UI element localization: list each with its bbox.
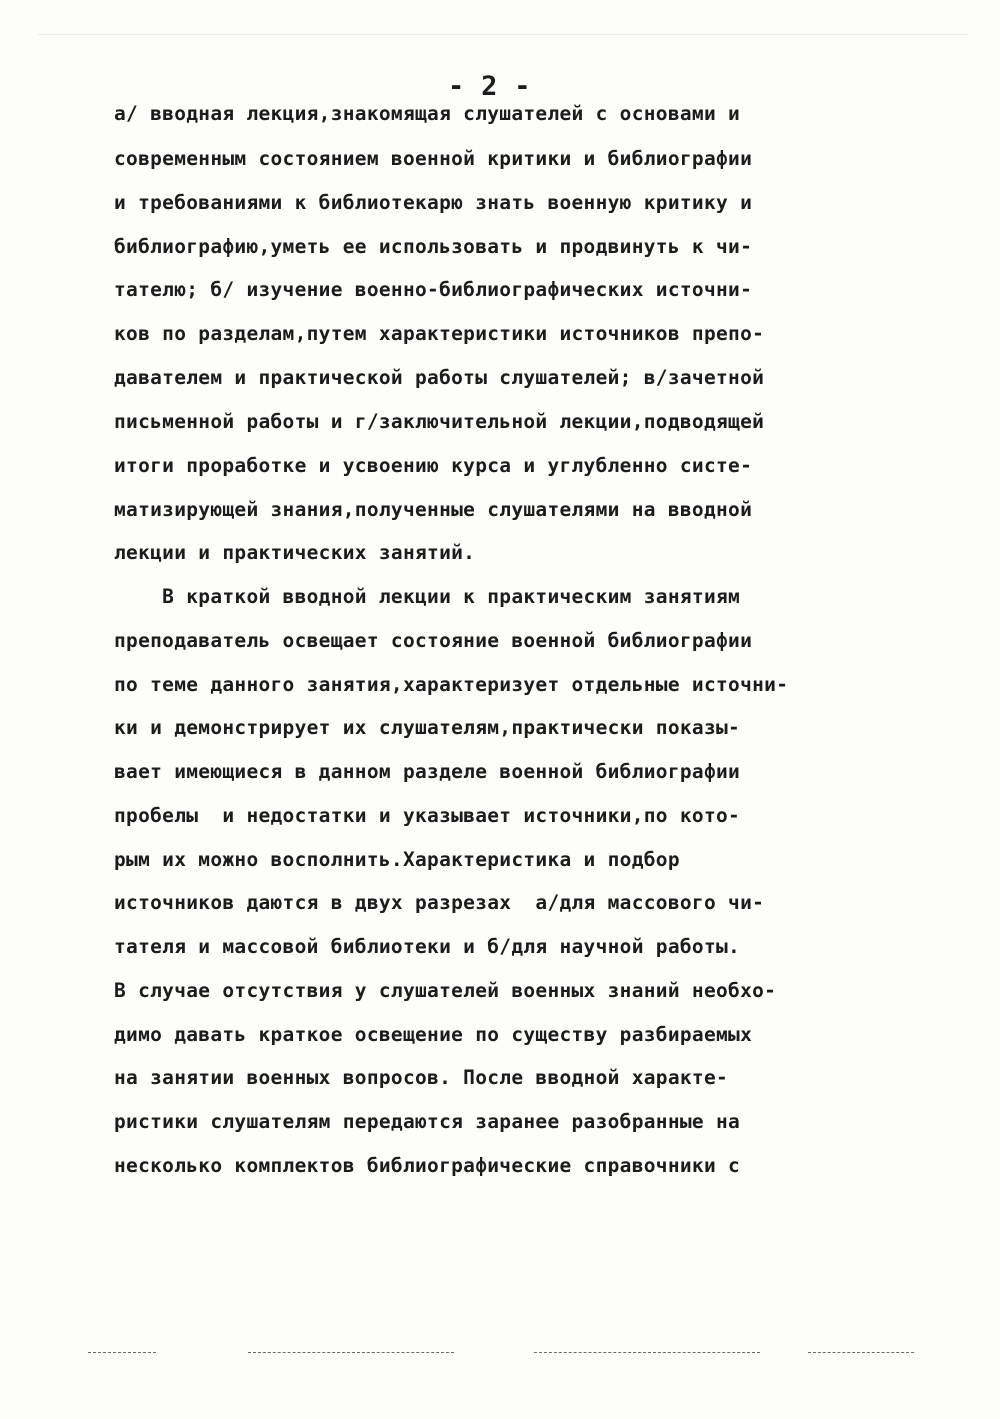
text-line: лекции и практических занятий. [114, 541, 476, 564]
text-line: библиографию,уметь ее использовать и продвинуть к чи- [114, 235, 753, 258]
text-line: ристики слушателям передаются заранее разобранные на [114, 1110, 741, 1133]
text-line: рым их можно восполнить.Характеристика и подбор [114, 848, 680, 871]
text-line: тателю; б/ изучение военно-библиографических источни- [114, 278, 753, 301]
footer-rule [534, 1352, 760, 1353]
text-line: димо давать краткое освещение по существу разбираемых [114, 1023, 753, 1046]
footer-rule [808, 1352, 914, 1353]
text-line: матизирующей знания,полученные слушателями на вводной [114, 498, 753, 521]
text-line: письменной работы и г/заключительной лекции,подводящей [114, 410, 765, 433]
text-line: ки и демонстрирует их слушателям,практически показы- [114, 716, 741, 739]
text-line: пробелы и недостатки и указывает источники,по кото- [114, 804, 741, 827]
footer-rule [248, 1352, 454, 1353]
scan-edge-line [38, 34, 968, 35]
text-line: ков по разделам,путем характеристики источников препо- [114, 322, 765, 345]
text-line: итоги проработке и усвоению курса и углубленно систе- [114, 454, 753, 477]
text-line: а/ вводная лекция,знакомящая слушателей с основами и [114, 102, 741, 125]
text-line: преподаватель освещает состояние военной библиографии [114, 629, 753, 652]
text-line: и требованиями к библиотекарю знать военную критику и [114, 191, 753, 214]
footer-rule [88, 1352, 156, 1353]
text-line: несколько комплектов библиографические справочники с [114, 1154, 741, 1177]
text-line: давателем и практической работы слушателей; в/зачетной [114, 366, 765, 389]
text-line: на занятии военных вопросов. После вводной характе- [114, 1066, 729, 1089]
text-line: тателя и массовой библиотеки и б/для научной работы. [114, 935, 741, 958]
text-line: по теме данного занятия,характеризует отдельные источни- [114, 673, 789, 696]
text-line: В случае отсутствия у слушателей военных знаний необхо- [114, 979, 777, 1002]
page-number: - 2 - [448, 71, 531, 102]
text-line: источников даются в двух разрезах а/для массового чи- [114, 891, 765, 914]
text-line: современным состоянием военной критики и библиографии [114, 147, 753, 170]
text-line: В краткой вводной лекции к практическим занятиям [114, 585, 741, 608]
text-line: вает имеющиеся в данном разделе военной библиографии [114, 760, 741, 783]
